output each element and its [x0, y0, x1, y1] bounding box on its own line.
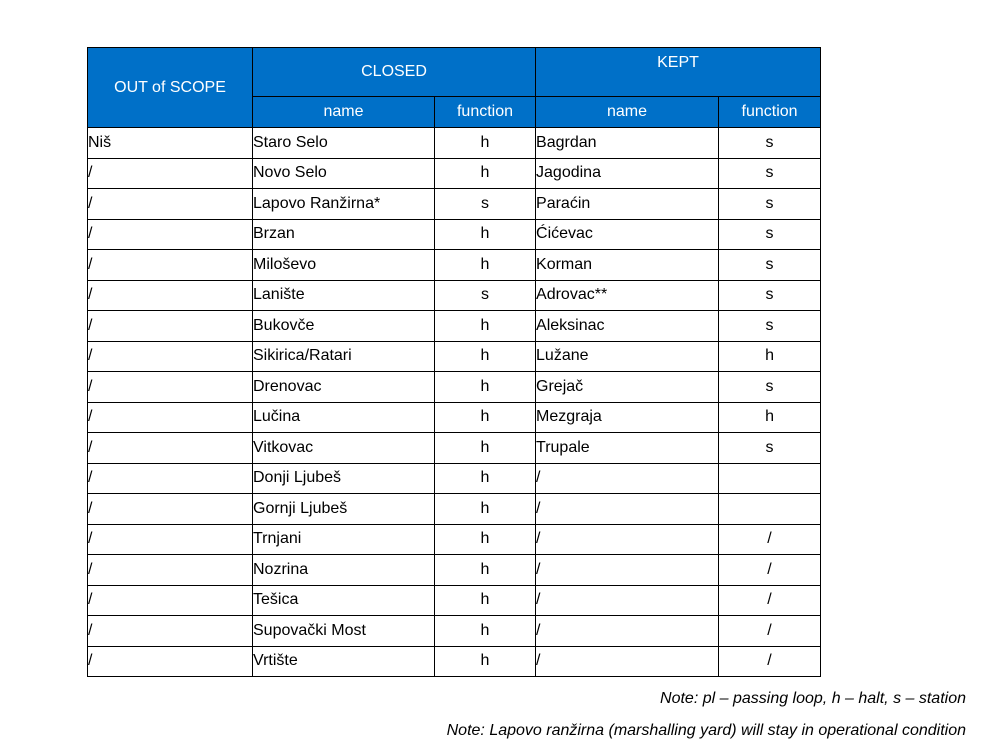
- closed-function-cell: h: [435, 402, 536, 433]
- kept-function-cell: h: [719, 341, 821, 372]
- table-header: [88, 48, 821, 128]
- closed-name-cell: Supovački Most: [253, 616, 435, 647]
- out-of-scope-cell: /: [88, 646, 253, 677]
- closed-name-cell: Staro Selo: [253, 128, 435, 159]
- closed-name-cell: Drenovac: [253, 372, 435, 403]
- table-row: [88, 219, 821, 250]
- kept-function-cell: [719, 463, 821, 494]
- closed-function-cell: s: [435, 189, 536, 220]
- table-row: [88, 189, 821, 220]
- table-row: [88, 158, 821, 189]
- closed-function-cell: s: [435, 280, 536, 311]
- closed-name-cell: Novo Selo: [253, 158, 435, 189]
- closed-function-cell: h: [435, 555, 536, 586]
- out-of-scope-cell: /: [88, 219, 253, 250]
- stations-table: [87, 47, 821, 677]
- table-row: [88, 494, 821, 525]
- kept-function-cell: s: [719, 372, 821, 403]
- out-of-scope-cell: Niš: [88, 128, 253, 159]
- table-row: [88, 646, 821, 677]
- marshalling-yard-note: Note: Lapovo ranžirna (marshalling yard) will stay in operational condition: [446, 722, 966, 739]
- kept-name-cell: Paraćin: [536, 189, 719, 220]
- header-closed-name: name: [253, 97, 435, 128]
- closed-function-cell: h: [435, 128, 536, 159]
- kept-function-cell: s: [719, 158, 821, 189]
- closed-function-cell: h: [435, 250, 536, 281]
- kept-name-cell: Trupale: [536, 433, 719, 464]
- closed-function-cell: h: [435, 158, 536, 189]
- header-closed-function: function: [435, 97, 536, 128]
- closed-function-cell: h: [435, 433, 536, 464]
- header-kept-name: name: [536, 97, 719, 128]
- kept-function-cell: s: [719, 280, 821, 311]
- closed-function-cell: h: [435, 311, 536, 342]
- table-row: [88, 402, 821, 433]
- kept-name-cell: Ćićevac: [536, 219, 719, 250]
- kept-function-cell: /: [719, 585, 821, 616]
- kept-name-cell: Adrovac**: [536, 280, 719, 311]
- out-of-scope-cell: /: [88, 616, 253, 647]
- table-row: [88, 280, 821, 311]
- table-row: [88, 616, 821, 647]
- kept-name-cell: /: [536, 494, 719, 525]
- kept-function-cell: /: [719, 616, 821, 647]
- closed-function-cell: h: [435, 463, 536, 494]
- kept-function-cell: s: [719, 250, 821, 281]
- out-of-scope-cell: /: [88, 341, 253, 372]
- kept-name-cell: /: [536, 646, 719, 677]
- table-row: [88, 311, 821, 342]
- kept-function-cell: /: [719, 524, 821, 555]
- kept-name-cell: Lužane: [536, 341, 719, 372]
- kept-name-cell: /: [536, 585, 719, 616]
- closed-function-cell: h: [435, 616, 536, 647]
- closed-name-cell: Bukovče: [253, 311, 435, 342]
- out-of-scope-cell: /: [88, 311, 253, 342]
- closed-name-cell: Vitkovac: [253, 433, 435, 464]
- kept-name-cell: /: [536, 555, 719, 586]
- out-of-scope-cell: /: [88, 280, 253, 311]
- out-of-scope-cell: /: [88, 189, 253, 220]
- closed-name-cell: Lanište: [253, 280, 435, 311]
- header-kept: KEPT: [536, 48, 821, 97]
- closed-name-cell: Trnjani: [253, 524, 435, 555]
- out-of-scope-cell: /: [88, 555, 253, 586]
- out-of-scope-cell: /: [88, 585, 253, 616]
- closed-function-cell: h: [435, 372, 536, 403]
- header-row-top: [88, 48, 821, 97]
- closed-name-cell: Nozrina: [253, 555, 435, 586]
- kept-name-cell: Korman: [536, 250, 719, 281]
- closed-function-cell: h: [435, 341, 536, 372]
- kept-name-cell: Aleksinac: [536, 311, 719, 342]
- table-row: [88, 341, 821, 372]
- closed-name-cell: Miloševo: [253, 250, 435, 281]
- header-closed: CLOSED: [253, 48, 536, 97]
- closed-function-cell: h: [435, 494, 536, 525]
- out-of-scope-cell: /: [88, 524, 253, 555]
- kept-function-cell: s: [719, 189, 821, 220]
- closed-function-cell: h: [435, 524, 536, 555]
- kept-name-cell: Bagrdan: [536, 128, 719, 159]
- kept-name-cell: Mezgraja: [536, 402, 719, 433]
- table-body: [88, 128, 821, 677]
- header-kept-function: function: [719, 97, 821, 128]
- closed-name-cell: Donji Ljubeš: [253, 463, 435, 494]
- table-row: [88, 372, 821, 403]
- kept-name-cell: /: [536, 524, 719, 555]
- closed-name-cell: Tešica: [253, 585, 435, 616]
- table-row: [88, 463, 821, 494]
- out-of-scope-cell: /: [88, 463, 253, 494]
- closed-name-cell: Vrtište: [253, 646, 435, 677]
- out-of-scope-cell: /: [88, 158, 253, 189]
- closed-function-cell: h: [435, 219, 536, 250]
- closed-name-cell: Sikirica/Ratari: [253, 341, 435, 372]
- out-of-scope-cell: /: [88, 402, 253, 433]
- closed-function-cell: h: [435, 646, 536, 677]
- kept-name-cell: Grejač: [536, 372, 719, 403]
- header-out-of-scope: OUT of SCOPE: [88, 48, 253, 128]
- out-of-scope-cell: /: [88, 433, 253, 464]
- table-row: [88, 433, 821, 464]
- kept-function-cell: s: [719, 128, 821, 159]
- table-row: [88, 555, 821, 586]
- out-of-scope-cell: /: [88, 372, 253, 403]
- table-row: [88, 585, 821, 616]
- closed-name-cell: Lučina: [253, 402, 435, 433]
- kept-function-cell: s: [719, 219, 821, 250]
- closed-name-cell: Gornji Ljubeš: [253, 494, 435, 525]
- kept-name-cell: /: [536, 616, 719, 647]
- out-of-scope-cell: /: [88, 494, 253, 525]
- kept-function-cell: s: [719, 311, 821, 342]
- kept-function-cell: /: [719, 646, 821, 677]
- kept-function-cell: s: [719, 433, 821, 464]
- closed-function-cell: h: [435, 585, 536, 616]
- kept-function-cell: h: [719, 402, 821, 433]
- legend-note: Note: pl – passing loop, h – halt, s – station: [660, 690, 966, 707]
- table-row: [88, 250, 821, 281]
- closed-name-cell: Lapovo Ranžirna*: [253, 189, 435, 220]
- kept-function-cell: /: [719, 555, 821, 586]
- kept-name-cell: /: [536, 463, 719, 494]
- kept-function-cell: [719, 494, 821, 525]
- table-row: [88, 128, 821, 159]
- kept-name-cell: Jagodina: [536, 158, 719, 189]
- closed-name-cell: Brzan: [253, 219, 435, 250]
- table-row: [88, 524, 821, 555]
- out-of-scope-cell: /: [88, 250, 253, 281]
